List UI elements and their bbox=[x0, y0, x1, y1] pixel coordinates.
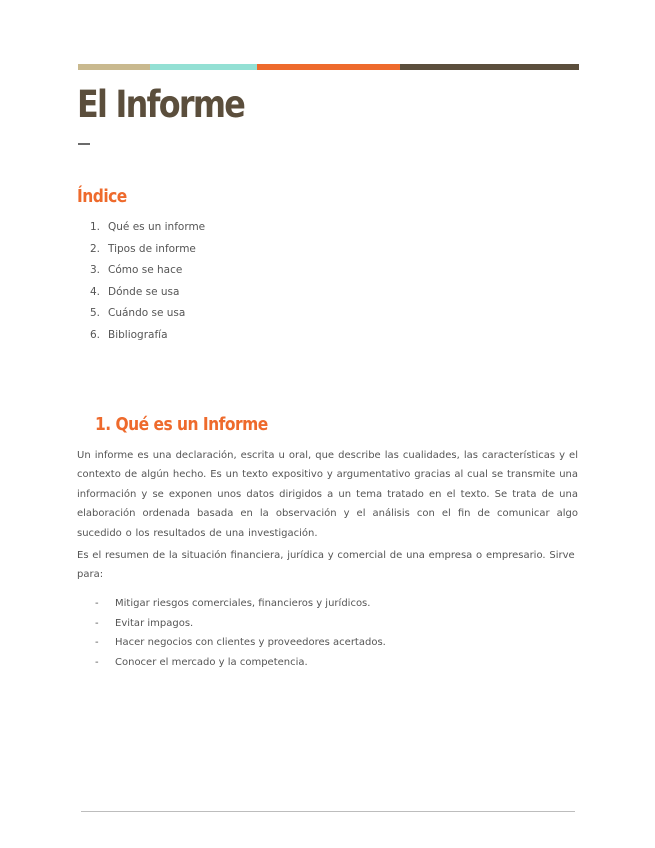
color-bar-segment bbox=[257, 64, 400, 70]
list-item-text: Conocer el mercado y la competencia. bbox=[115, 656, 308, 668]
toc-item[interactable] bbox=[90, 325, 205, 347]
list-item-text: Evitar impagos. bbox=[115, 617, 194, 629]
section-paragraph: Es el resumen de la situación financiera, jurídica y comercial de una empresa o empresario. Sirve para: bbox=[77, 550, 575, 581]
bullet-dash: - bbox=[95, 617, 99, 629]
toc-item[interactable] bbox=[90, 303, 205, 325]
toc-item-label: Bibliografía bbox=[108, 328, 168, 341]
toc-item-label: Qué es un informe bbox=[108, 221, 206, 233]
toc-item-label: Dónde se usa bbox=[108, 285, 180, 298]
toc-item-label: Cómo se hace bbox=[108, 264, 183, 277]
list-item-text: Hacer negocios con clientes y proveedores acertados. bbox=[115, 637, 386, 649]
toc-item-number: 4. bbox=[90, 285, 101, 298]
toc-item-number: 2. bbox=[90, 242, 101, 255]
color-bar-segment bbox=[400, 64, 579, 70]
color-bar-segment bbox=[150, 64, 257, 70]
title-underline bbox=[78, 143, 90, 145]
toc-item[interactable] bbox=[90, 239, 205, 261]
footer-divider bbox=[81, 811, 575, 812]
toc-item[interactable] bbox=[90, 260, 205, 282]
list-item bbox=[95, 614, 386, 634]
bullet-dash: - bbox=[95, 598, 99, 609]
index-heading: Índice bbox=[77, 186, 127, 207]
list-item bbox=[95, 653, 386, 673]
bullet-dash: - bbox=[95, 656, 99, 668]
toc-item-number: 3. bbox=[90, 264, 101, 277]
color-bar-segment bbox=[78, 64, 150, 70]
list-item bbox=[95, 633, 386, 653]
list-item bbox=[95, 594, 386, 614]
toc-item-number: 6. bbox=[90, 328, 101, 341]
document-title: El Informe bbox=[77, 83, 245, 126]
toc-item-number: 5. bbox=[90, 307, 101, 320]
toc-item-label: Cuándo se usa bbox=[108, 307, 186, 320]
toc-item[interactable] bbox=[90, 217, 205, 239]
section-heading: 1. Qué es un Informe bbox=[95, 414, 268, 435]
bullet-dash: - bbox=[95, 637, 99, 649]
toc-item-label: Tipos de informe bbox=[108, 242, 196, 255]
bullet-list bbox=[95, 594, 386, 672]
list-item-text: Mitigar riesgos comerciales, financieros y jurídicos. bbox=[115, 598, 371, 609]
title-color-bar bbox=[78, 64, 579, 70]
table-of-contents bbox=[90, 217, 205, 347]
toc-item[interactable] bbox=[90, 282, 205, 304]
section-paragraph: Un informe es una declaración, escrita u oral, que describe las cualidades, las características y el contexto de algún hecho. Es un texto expositivo y argumentativo gracias al cual se transmite una información y se exponen unos datos dirigidos a un tema tratado en el texto. Se trata de una elaboración ordenada basada en la observación y el análisis con el fin de comunicar algo sucedido o los resultados de una investigación. bbox=[77, 450, 578, 539]
toc-item-number: 1. bbox=[90, 221, 101, 233]
